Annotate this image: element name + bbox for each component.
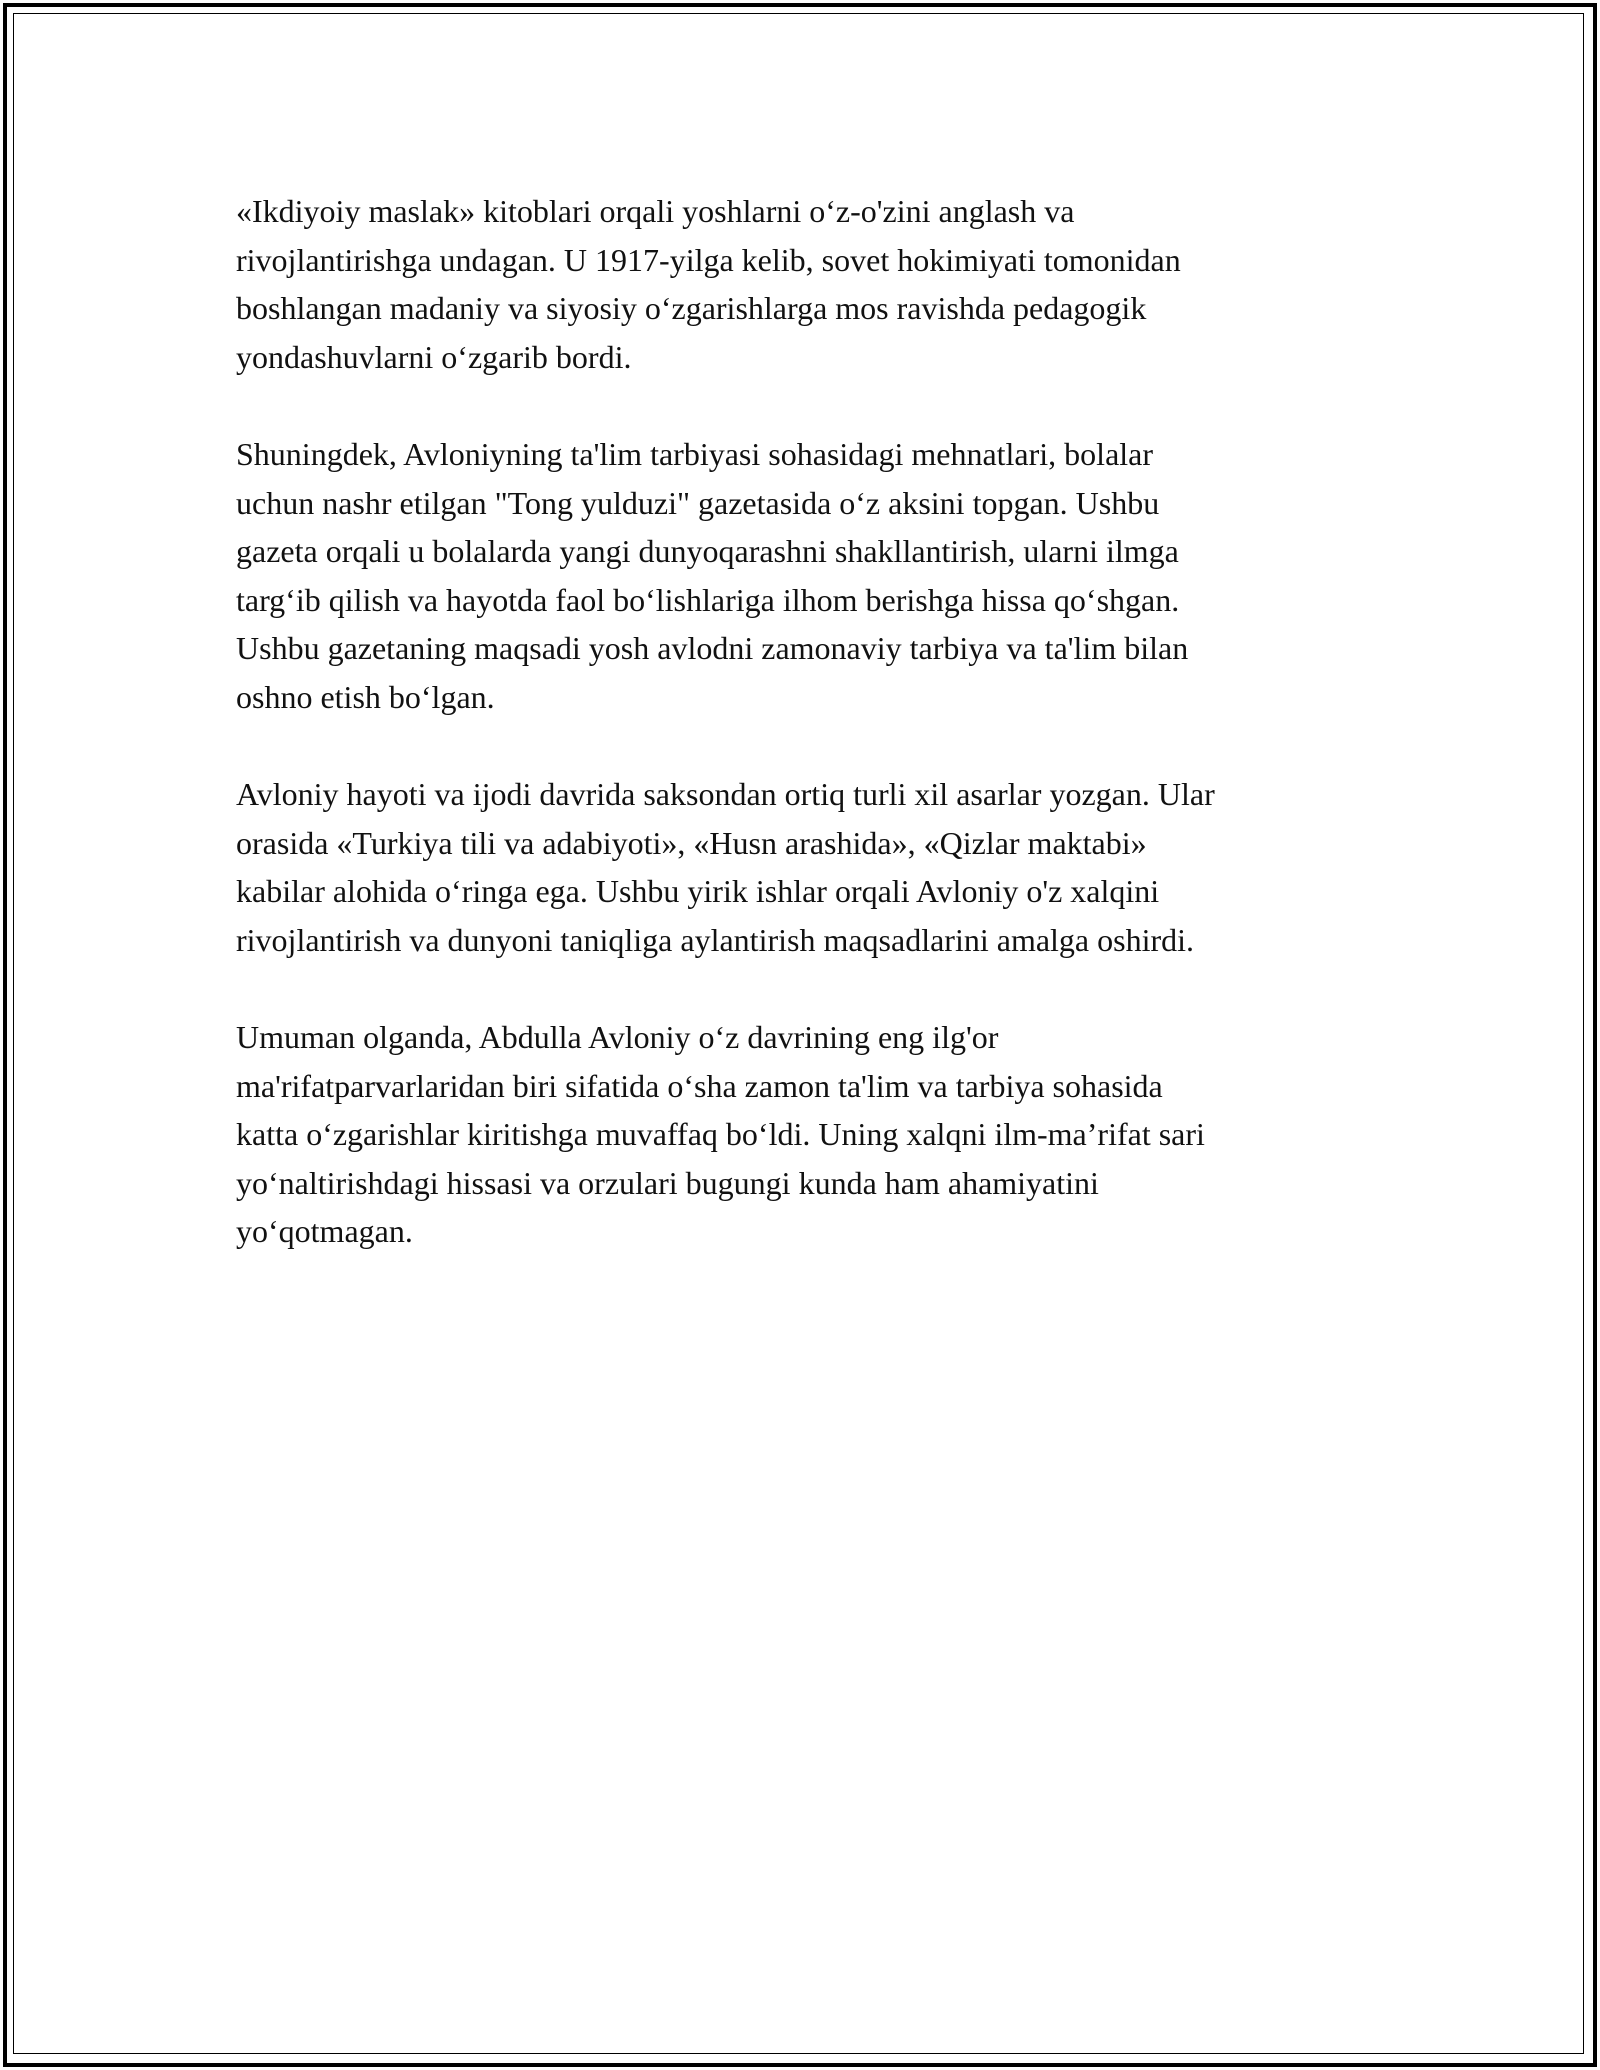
- text-line: kabilar alohida o‘ringa ega. Ushbu yirik ishlar orqali Avloniy o'z xalqini: [236, 873, 1160, 909]
- paragraph-3: [236, 770, 1396, 964]
- text-line: yo‘qotmagan.: [236, 1213, 413, 1249]
- text-line: uchun nashr etilgan "Tong yulduzi" gazetasida o‘z aksini topgan. Ushbu: [236, 484, 1160, 521]
- text-line: yondashuvlarni o‘zgarib bordi.: [236, 338, 632, 375]
- text-line: targ‘ib qilish va hayotda faol bo‘lishlariga ilhom berishga hissa qo‘shgan.: [236, 581, 1180, 618]
- text-line: rivojlantirish va dunyoni taniqliga aylantirish maqsadlarini amalga oshirdi.: [236, 921, 1195, 958]
- text-line: rivojlantirishga undagan. U 1917-yilga kelib, sovet hokimiyati tomonidan: [236, 241, 1181, 278]
- text-line: boshlangan madaniy va siyosiy o‘zgarishlarga mos ravishda pedagogik: [236, 290, 1147, 326]
- text-line: «Ikdiyoiy maslak» kitoblari orqali yoshlarni o‘z-o'zini anglash va: [236, 193, 1075, 229]
- text-line: orasida «Turkiya tili va adabiyoti», «Husn arashida», «Qizlar maktabi»: [236, 824, 1147, 861]
- text-line: katta o‘zgarishlar kiritishga muvaffaq bo‘ldi. Uning xalqni ilm-ma’rifat sari: [236, 1116, 1205, 1152]
- text-line: Ushbu gazetaning maqsadi yosh avlodni zamonaviy tarbiya va ta'lim bilan: [236, 630, 1189, 666]
- document-body: [236, 187, 1396, 1305]
- text-line: oshno etish bo‘lgan.: [236, 678, 495, 715]
- text-line: ma'rifatparvarlaridan biri sifatida o‘sha zamon ta'lim va tarbiya sohasida: [236, 1067, 1163, 1104]
- text-line: Avloniy hayoti va ijodi davrida saksondan ortiq turli xil asarlar yozgan. Ular: [236, 776, 1215, 812]
- text-line: Shuningdek, Avloniyning ta'lim tarbiyasi sohasidagi mehnatlari, bolalar: [236, 436, 1154, 472]
- text-line: Umuman olganda, Abdulla Avloniy o‘z davrining eng ilg'or: [236, 1019, 999, 1055]
- paragraph-1: [236, 187, 1396, 381]
- text-line: gazeta orqali u bolalarda yangi dunyoqarashni shakllantirish, ularni ilmga: [236, 533, 1179, 569]
- text-line: yo‘naltirishdagi hissasi va orzulari bugungi kunda ham ahamiyatini: [236, 1164, 1099, 1201]
- paragraph-2: [236, 430, 1396, 721]
- paragraph-4: [236, 1013, 1396, 1256]
